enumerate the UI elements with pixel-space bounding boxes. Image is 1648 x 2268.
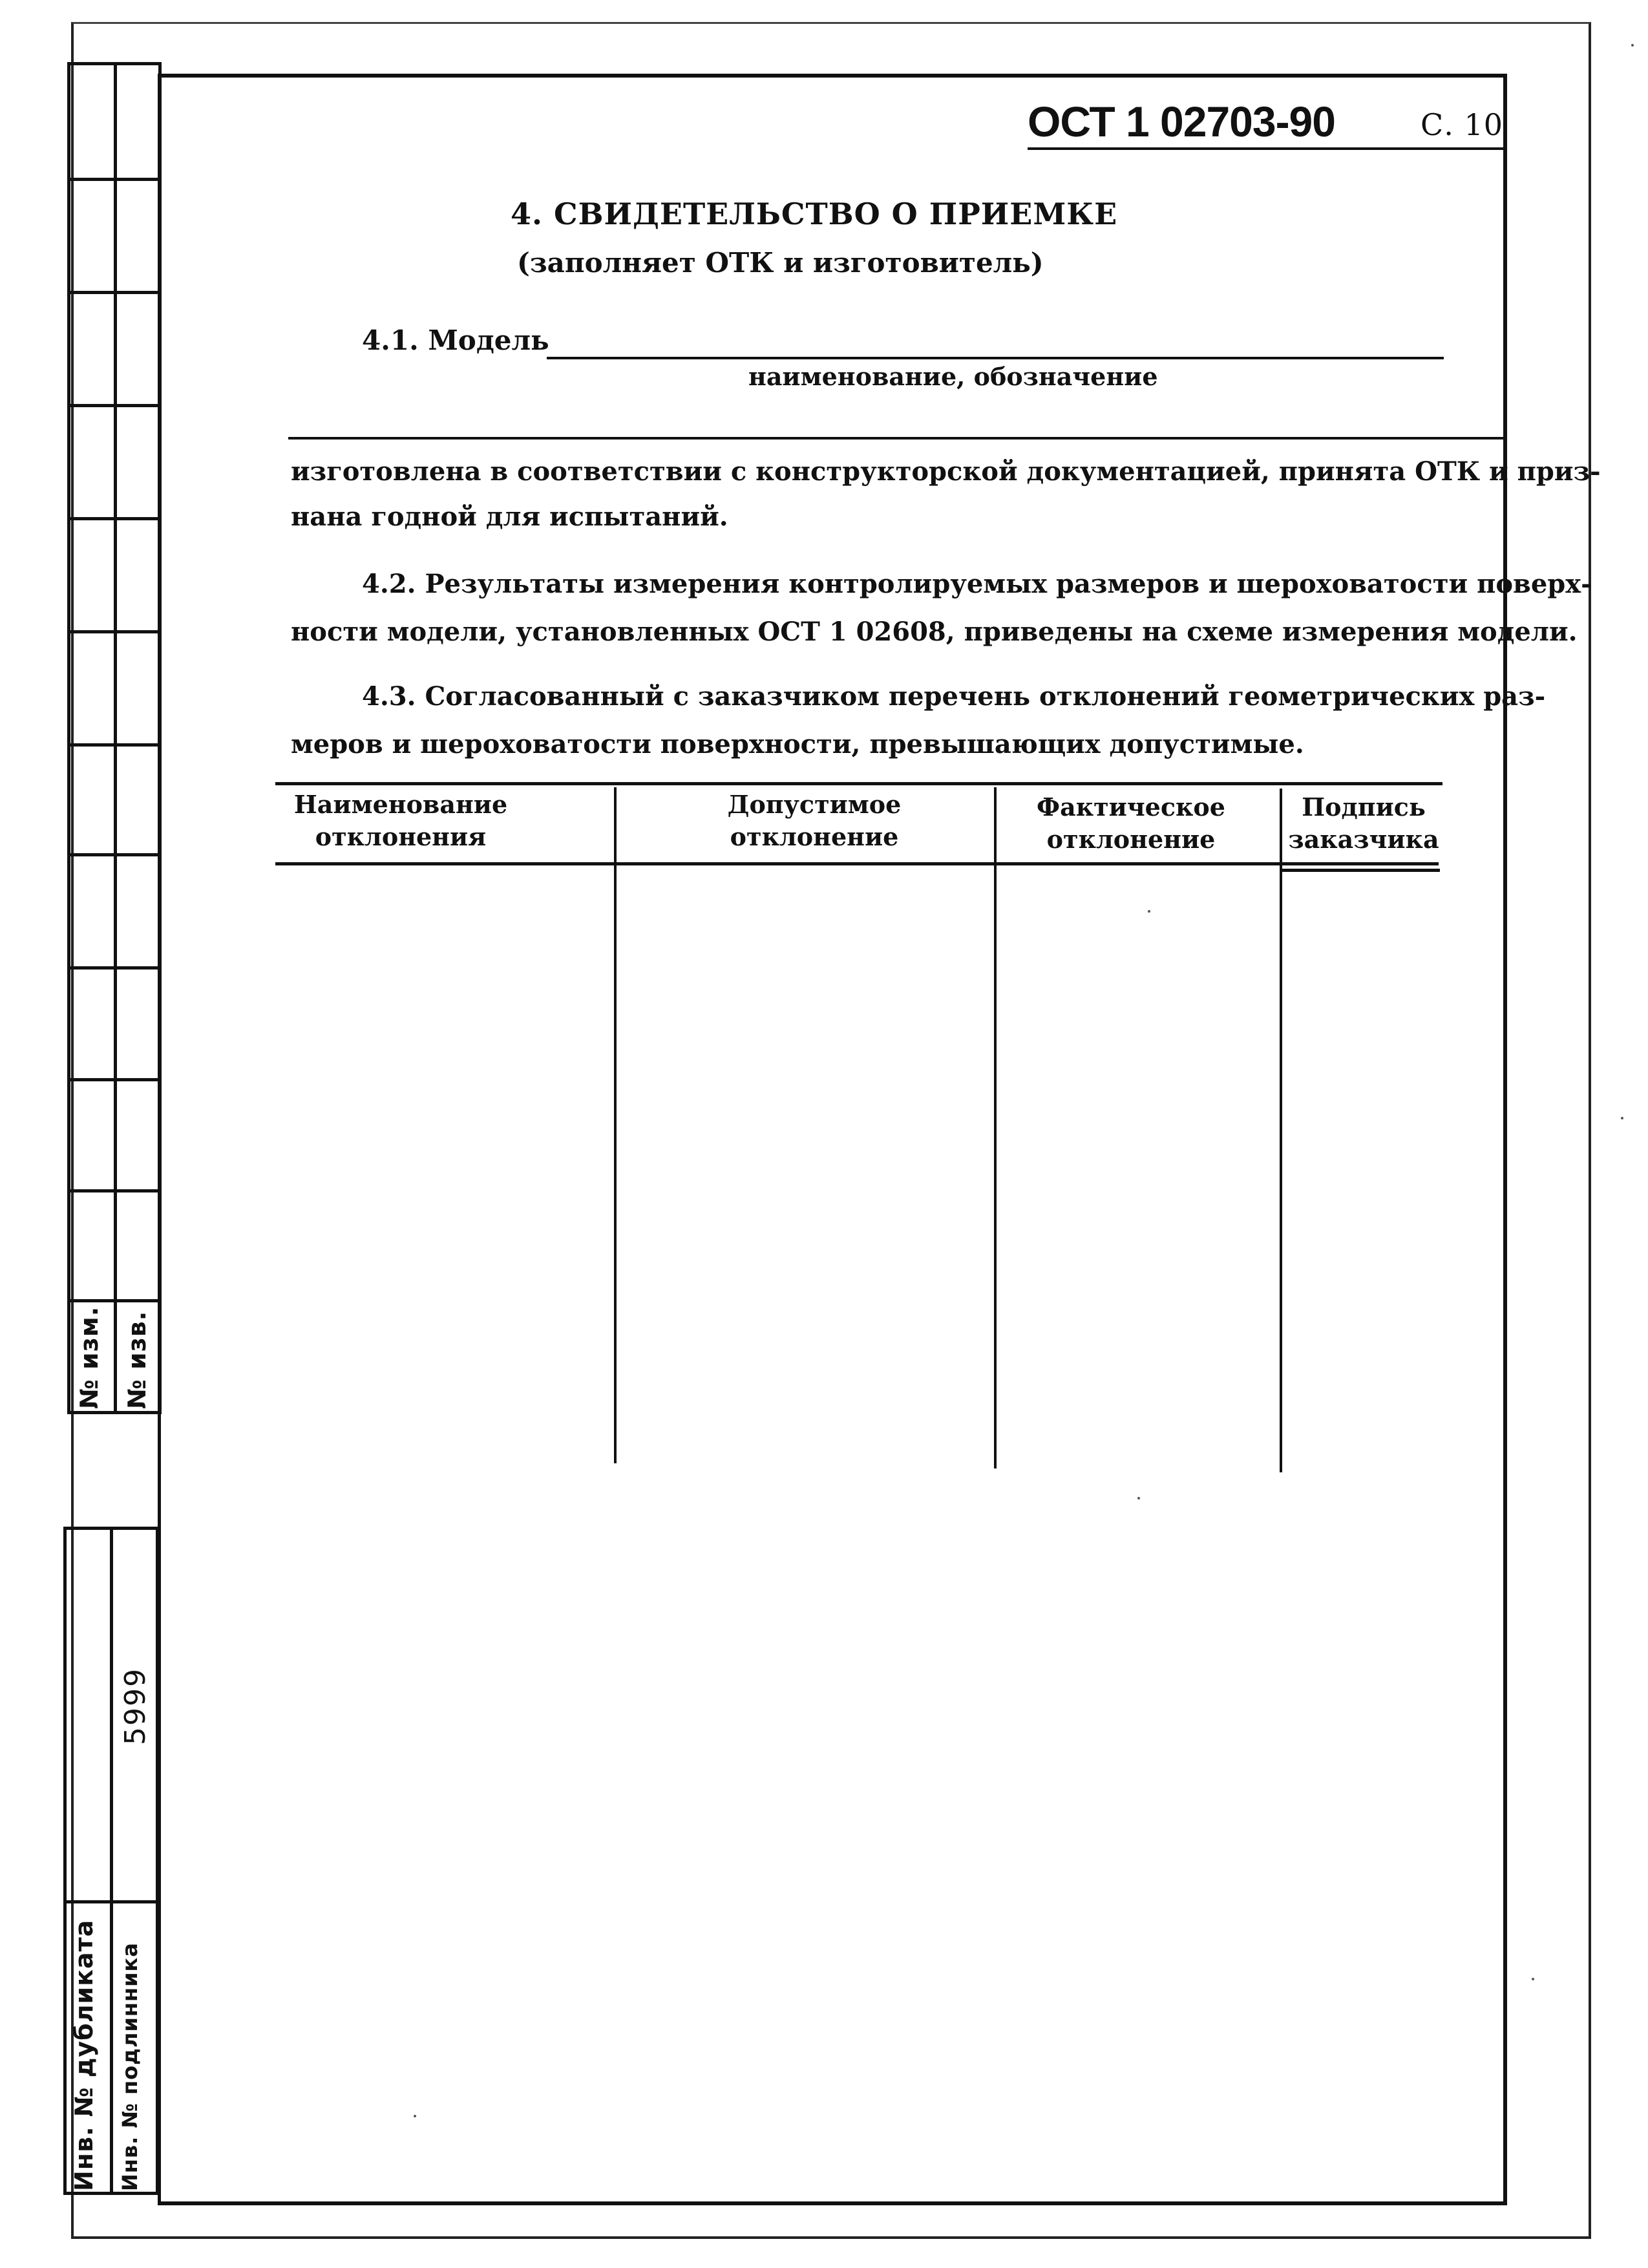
item-4-1-label: 4.1. Модель bbox=[362, 324, 549, 356]
stamp-cell-line bbox=[63, 1900, 159, 1903]
stamp-cell-line bbox=[67, 517, 162, 520]
item-4-1-text-line2: нана годной для испытаний. bbox=[291, 502, 728, 532]
table-header-name-line1: Наименование bbox=[293, 790, 508, 819]
stamp-izm-label: № изм. bbox=[75, 1306, 103, 1409]
section-subtitle: (заполняет ОТК и изготовитель) bbox=[517, 247, 1044, 279]
table-top-border bbox=[275, 782, 1442, 785]
item-4-2-text-line1: 4.2. Результаты измерения контролируемых размеров и шероховатости поверх- bbox=[362, 569, 1592, 599]
scan-speck bbox=[414, 2115, 416, 2117]
table-header-allowed bbox=[685, 789, 944, 853]
stamp-cell-line bbox=[67, 1189, 162, 1192]
stamp-cell-line bbox=[67, 966, 162, 970]
stamp-cell-line bbox=[67, 853, 162, 856]
stamp-cell-line bbox=[67, 630, 162, 633]
item-4-1-text-line1: изготовлена в соответствии с конструкторской документацией, принята ОТК и приз- bbox=[291, 456, 1601, 487]
page-number: С. 10 bbox=[1421, 107, 1503, 142]
section-title: 4. СВИДЕТЕЛЬСТВО О ПРИЕМКЕ bbox=[511, 196, 1118, 231]
model-input-caption: наименование, обозначение bbox=[748, 362, 1158, 391]
table-header-bottom-border bbox=[275, 862, 1439, 865]
stamp-strip-divider bbox=[114, 62, 117, 1414]
stamp-cell-line bbox=[67, 291, 162, 294]
table-header-signature-line2: заказчика bbox=[1288, 825, 1439, 854]
item-4-2-text-line2: ности модели, установленных ОСТ 1 02608, приведены на схеме измерения модели. bbox=[291, 617, 1578, 647]
scan-speck bbox=[1631, 44, 1634, 47]
table-header-signature-line1: Подпись bbox=[1302, 792, 1426, 821]
table-header-actual bbox=[1008, 791, 1254, 856]
scan-speck bbox=[1532, 1978, 1534, 1980]
stamp-cell-line bbox=[67, 743, 162, 747]
document-code-underline bbox=[1028, 147, 1506, 150]
model-input-line bbox=[547, 357, 1444, 359]
stamp-cell-line bbox=[67, 178, 162, 181]
table-header-signature bbox=[1286, 791, 1441, 856]
table-column-divider bbox=[614, 787, 617, 1463]
table-header-allowed-line2: отклонение bbox=[730, 822, 899, 851]
model-input-line-2 bbox=[288, 437, 1506, 440]
stamp-cell-line bbox=[67, 1078, 162, 1081]
table-header-allowed-line1: Допустимое bbox=[727, 790, 902, 819]
scan-speck bbox=[1621, 1117, 1623, 1119]
stamp-podl-label: Инв. № подлинника bbox=[118, 1942, 142, 2191]
stamp-izv-label: № изв. bbox=[123, 1310, 151, 1409]
stamp-cell-line bbox=[67, 1299, 162, 1302]
item-4-3-text-line1: 4.3. Согласованный с заказчиком перечень отклонений геометрических раз- bbox=[362, 681, 1546, 712]
table-header-name bbox=[284, 789, 517, 853]
scan-speck bbox=[1148, 910, 1150, 913]
table-header-name-line2: отклонения bbox=[315, 822, 487, 851]
table-header-bottom-border-right bbox=[1280, 869, 1440, 872]
stamp-dubl-label: Инв. № дубликата bbox=[70, 1919, 98, 2191]
stamp-strip-lower-divider bbox=[110, 1527, 113, 2195]
scan-speck bbox=[1137, 1497, 1140, 1500]
stamp-podl-value: 5999 bbox=[119, 1668, 152, 1745]
document-code: ОСТ 1 02703-90 bbox=[1028, 98, 1335, 145]
table-column-divider bbox=[994, 787, 997, 1468]
table-column-divider bbox=[1280, 789, 1282, 1472]
page-frame bbox=[158, 74, 1507, 2205]
table-header-actual-line2: отклонение bbox=[1046, 825, 1216, 854]
item-4-3-text-line2: меров и шероховатости поверхности, превышающих допустимые. bbox=[291, 729, 1304, 759]
stamp-cell-line bbox=[67, 404, 162, 407]
table-header-actual-line1: Фактическое bbox=[1037, 792, 1225, 821]
